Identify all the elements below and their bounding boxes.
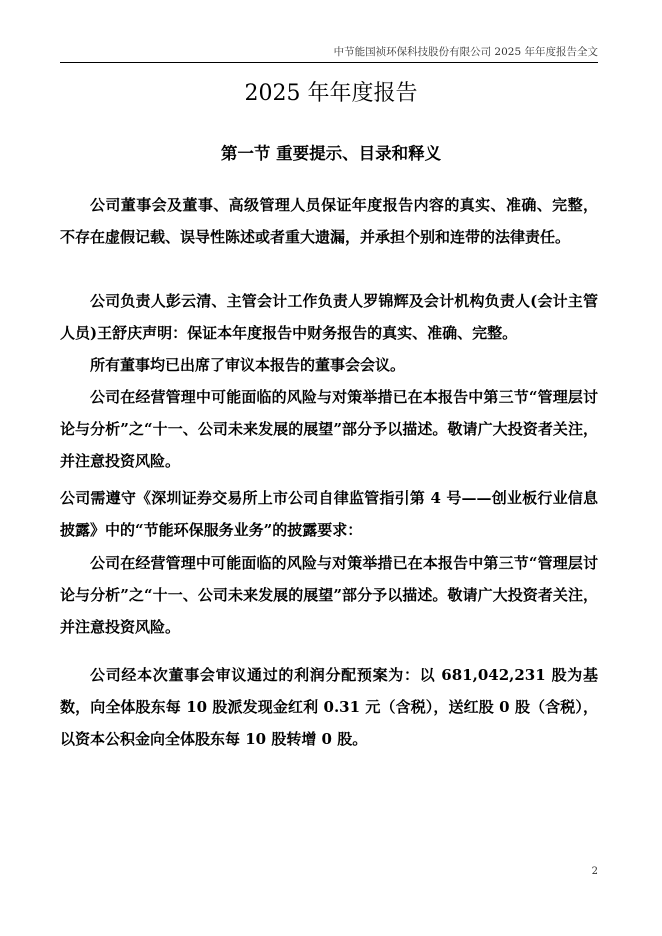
header-divider <box>60 62 598 63</box>
paragraph-risk-notice-repeat: 公司在经营管理中可能面临的风险与对策举措已在本报告中第三节“管理层讨论与分析”之“十一、公司未来发展的展望”部分予以描述。敬请广大投资者关注，并注意投资风险。 <box>60 554 598 636</box>
paragraph-board-guarantee: 公司董事会及董事、高级管理人员保证年度报告内容的真实、准确、完整，不存在虚假记载、误导性陈述或者重大遗漏，并承担个别和连带的法律责任。 <box>60 196 598 246</box>
section-title: 第一节 重要提示、目录和释义 <box>220 144 442 163</box>
document-title: 2025 年年度报告 <box>244 81 418 106</box>
paragraph-disclosure-requirement: 公司需遵守《深圳证券交易所上市公司自律监管指引第 4 号——创业板行业信息披露》中的“节能环保服务业务”的披露要求： <box>60 489 598 539</box>
page-number: 2 <box>591 866 598 877</box>
running-header: 中节能国祯环保科技股份有限公司 2025 年年度报告全文 <box>333 46 598 58</box>
paragraph-risk-notice: 公司在经营管理中可能面临的风险与对策举措已在本报告中第三节“管理层讨论与分析”之“十一、公司未来发展的展望”部分予以描述。敬请广大投资者关注，并注意投资风险。 <box>60 388 598 470</box>
paragraph-directors-attendance: 所有董事均已出席了审议本报告的董事会会议。 <box>90 356 406 374</box>
paragraph-responsible-persons-statement: 公司负责人彭云清、主管会计工作负责人罗锦辉及会计机构负责人(会计主管人员)王舒庆声明：保证本年度报告中财务报告的真实、准确、完整。 <box>60 292 598 342</box>
paragraph-profit-distribution: 公司经本次董事会审议通过的利润分配预案为：以 681,042,231 股为基数，向全体股东每 10 股派发现金红利 0.31 元（含税），送红股 0 股（含税），以资本公积金向全体股东每 10 股转增 0 股。 <box>60 666 598 748</box>
